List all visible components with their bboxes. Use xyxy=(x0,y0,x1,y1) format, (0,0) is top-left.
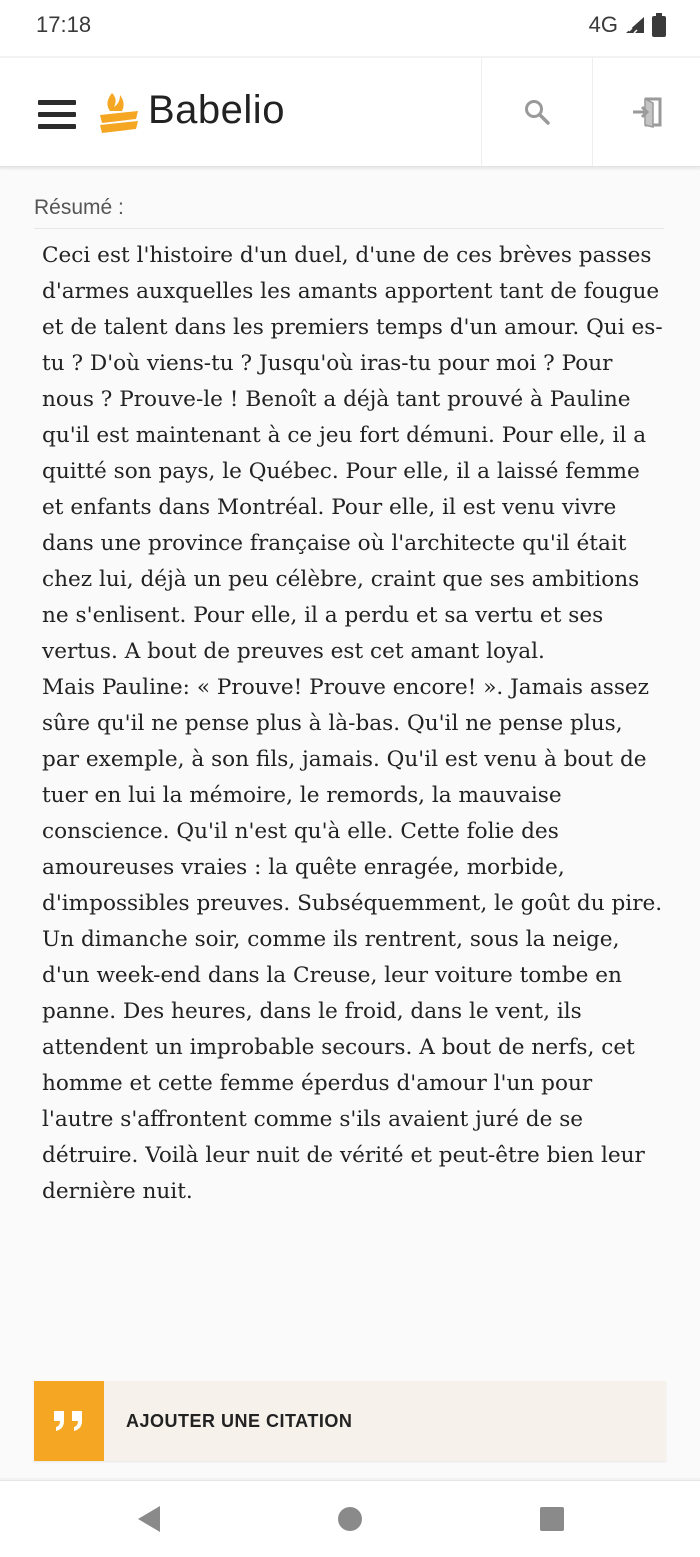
system-nav-bar xyxy=(0,1480,700,1557)
babelio-logo-icon xyxy=(98,89,140,133)
battery-icon xyxy=(652,13,666,37)
status-bar xyxy=(0,0,700,56)
menu-icon[interactable] xyxy=(38,100,76,130)
home-button[interactable] xyxy=(332,1501,368,1537)
book-summary-section xyxy=(0,170,700,1478)
signal-icon xyxy=(624,15,646,35)
search-button[interactable] xyxy=(482,58,592,166)
recents-icon xyxy=(538,1505,566,1533)
login-button[interactable] xyxy=(593,58,700,166)
summary-label: Résumé : xyxy=(34,196,124,219)
add-citation-button[interactable] xyxy=(34,1381,666,1461)
back-icon xyxy=(134,1504,162,1534)
summary-paragraph: Ceci est l'histoire d'un duel, d'une de ces brèves passes d'armes auxquelles les amants apportent tant de fougue et de talent dans les premiers temps d'un amour. Qui es-tu ? D'où viens-tu ? Jusqu'où iras-tu pour moi ? Pour nous ? Prouve-le ! Benoît a déjà tant prouvé à Pauline qu'il est maintenant à ce jeu fort démuni. Pour elle, il a quitté son pays, le Québec. Pour elle, il a laissé femme et enfants dans Montréal. Pour elle, il est venu vivre dans une province française où l'architecte qu'il était chez lui, déjà un peu célèbre, craint que ses ambitions ne s'enlisent. Pour elle, il a perdu et sa vertu et ses vertus. A bout de preuves est cet amant loyal. xyxy=(42,243,663,664)
summary-text xyxy=(42,238,664,1210)
recents-button[interactable] xyxy=(534,1501,570,1537)
summary-paragraph: Un dimanche soir, comme ils rentrent, sous la neige, d'un week-end dans la Creuse, leur voiture tombe en panne. Des heures, dans le froid, dans le vent, ils attendent un improbable secours. A bout de nerfs, cet homme et cette femme éperdus d'amour l'un pour l'autre s'affrontent comme s'ils avaient juré de se détruire. Voilà leur nuit de vérité et peut-être bien leur dernière nuit. xyxy=(42,927,645,1204)
app-name: Babelio xyxy=(148,88,285,132)
quote-icon xyxy=(52,1409,86,1433)
add-citation-label: AJOUTER UNE CITATION xyxy=(126,1410,353,1431)
network-type: 4G xyxy=(588,12,618,37)
search-icon xyxy=(524,99,550,125)
app-header xyxy=(0,58,700,167)
summary-paragraph: Mais Pauline: « Prouve! Prouve encore! ». Jamais assez sûre qu'il ne pense plus à là-bas. Qu'il ne pense plus, par exemple, à son fils, jamais. Qu'il est venu à bout de tuer en lui la mémoire, le remords, la mauvaise conscience. Qu'il n'est qu'à elle. Cette folie des amoureuses vraies : la quête enragée, morbide, d'impossibles preuves. Subséquemment, le goût du pire. xyxy=(42,675,663,916)
status-indicators xyxy=(589,12,666,38)
status-time: 17:18 xyxy=(36,12,92,37)
summary-divider xyxy=(34,228,664,229)
login-icon xyxy=(631,96,663,128)
babelio-logo[interactable] xyxy=(98,88,285,133)
home-icon xyxy=(336,1505,364,1533)
back-button[interactable] xyxy=(130,1501,166,1537)
quote-icon-box xyxy=(34,1381,104,1461)
